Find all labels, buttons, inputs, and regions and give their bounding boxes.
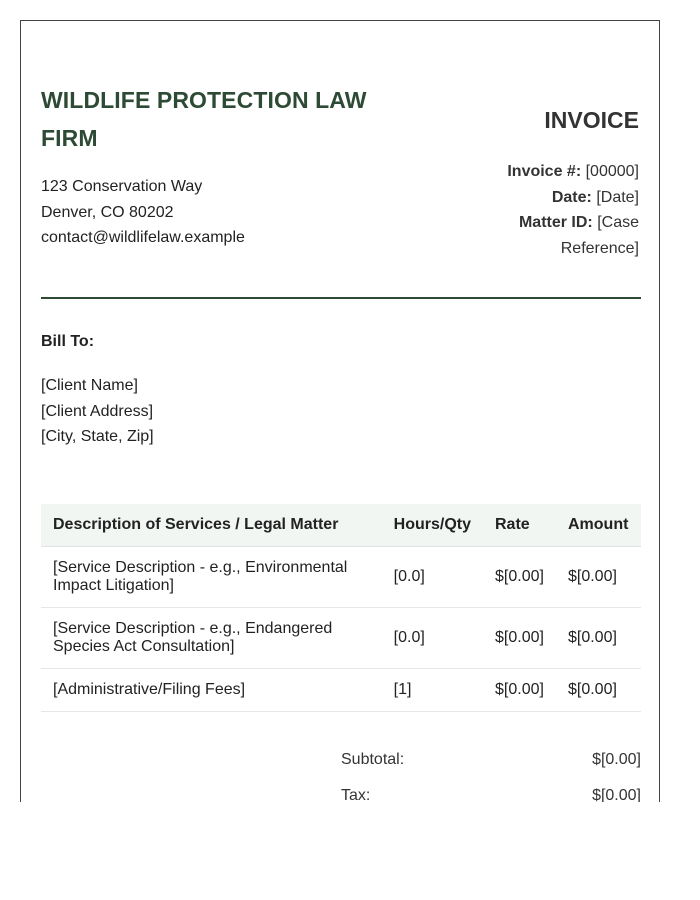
services-table	[41, 504, 641, 712]
header-divider	[41, 297, 641, 299]
table-row	[41, 669, 641, 712]
client-name: [Client Name]	[41, 377, 138, 394]
firm-address-line1: 123 Conservation Way	[41, 178, 203, 195]
header-description: Description of Services / Legal Matter	[41, 504, 382, 547]
row-description: [Service Description - e.g., Endangered Species Act Consultation]	[41, 608, 382, 669]
table-header-row	[41, 504, 641, 547]
subtotal-label: Subtotal:	[341, 751, 405, 768]
matter-id-line	[469, 210, 639, 261]
header-hours: Hours/Qty	[382, 504, 483, 547]
firm-name: WILDLIFE PROTECTION LAW FIRM	[41, 87, 367, 151]
firm-email: contact@wildlifelaw.example	[41, 229, 245, 246]
bill-to-block	[41, 373, 154, 450]
row-amount: $[0.00]	[556, 547, 641, 608]
table-row	[41, 608, 641, 669]
tax-value: $[0.00]	[592, 787, 641, 802]
invoice-date-line	[469, 185, 639, 211]
firm-address-line2: Denver, CO 80202	[41, 203, 174, 221]
row-description: [Administrative/Filing Fees]	[41, 669, 382, 712]
matter-id-label: Matter ID:	[518, 214, 593, 231]
client-address: [Client Address]	[41, 402, 154, 420]
row-rate: $[0.00]	[483, 669, 556, 712]
invoice-date-value: [Date]	[596, 188, 639, 206]
subtotal-row	[341, 751, 641, 771]
tax-label: Tax:	[341, 787, 371, 802]
invoice-number-line	[469, 159, 639, 185]
invoice-title: INVOICE	[544, 107, 639, 133]
row-rate: $[0.00]	[483, 547, 556, 608]
row-amount: $[0.00]	[556, 669, 641, 712]
client-city: [City, State, Zip]	[41, 428, 154, 445]
header-amount: Amount	[556, 504, 641, 547]
invoice-number-value: [00000]	[585, 163, 639, 180]
row-rate: $[0.00]	[483, 608, 556, 669]
invoice-meta	[469, 159, 639, 261]
invoice-number-label: Invoice #:	[507, 163, 582, 180]
row-hours: [0.0]	[382, 608, 483, 669]
row-description: [Service Description - e.g., Environmental Impact Litigation]	[41, 547, 382, 608]
subtotal-value: $[0.00]	[592, 751, 641, 768]
header-rate: Rate	[483, 504, 556, 547]
row-hours: [0.0]	[382, 547, 483, 608]
invoice-date-label: Date:	[551, 188, 592, 206]
bill-to-label: Bill To:	[41, 333, 95, 350]
firm-address	[41, 174, 245, 251]
invoice-sheet	[20, 20, 660, 802]
table-row	[41, 547, 641, 608]
row-hours: [1]	[382, 669, 483, 712]
tax-row	[341, 787, 641, 802]
matter-id-value: [Case Reference]	[560, 214, 639, 257]
row-amount: $[0.00]	[556, 608, 641, 669]
